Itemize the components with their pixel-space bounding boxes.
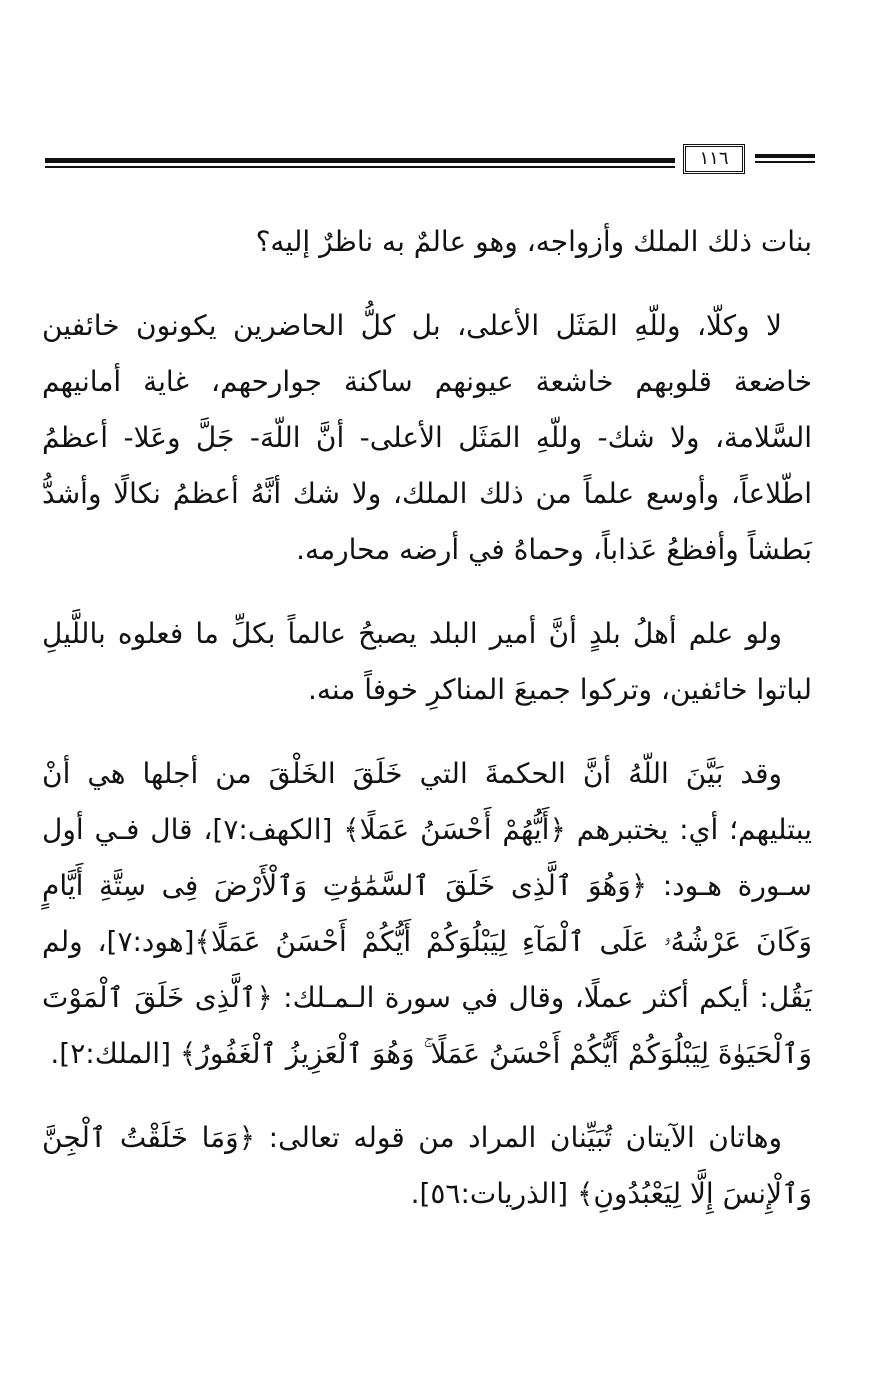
paragraph-5: وهاتان الآيتان تُبَيِّنان المراد من قوله تعالى: ﴿وَمَا خَلَقْتُ ٱلْجِنَّ وَٱلْإِنسَ إِلَّا لِيَعْبُدُونِ﴾ [الذريات:٥٦]. [42, 1121, 812, 1210]
page-number: ١١٦ [683, 144, 745, 174]
paragraph-2: لا وكلّا، وللّهِ المَثَل الأعلى، بل كلُّ الحاضرين يكونون خائفين خاضعة قلوبهم خاشعة عيونهم ساكنة جوارحهم، غاية أمانيهم السَّلامة، ولا شك- وللّهِ المَثَل الأعلى- أنَّ اللّهَ- جَلَّ وعَلا- أعظمُ اطّلاعاً، وأوسع علماً من ذلك الملك، ولا شك أنَّهُ أعظمُ نكالًا وأشدُّ بَطشاً وأفظعُ عَذاباً، وحماهُ في أرضه محارمه. [42, 309, 812, 566]
header-rule-thick [45, 158, 675, 163]
paragraph-1: بنات ذلك الملك وأزواجه، وهو عالمٌ به ناظرٌ إليه؟ [255, 225, 812, 258]
header-rule-short-thin [755, 161, 815, 163]
paragraph-3: ولو علم أهلُ بلدٍ أنَّ أمير البلد يصبحُ عالماً بكلِّ ما فعلوه باللَّيلِ لباتوا خائفين، وتركوا جميعَ المناكرِ خوفاً منه. [42, 617, 812, 706]
header-rule-short-thick [755, 154, 815, 158]
page-header [45, 140, 815, 180]
page-body [42, 214, 812, 1250]
paragraph-4: وقد بَيَّنَ اللّهُ أنَّ الحكمةَ التي خَلَقَ الخَلْقَ من أجلها هي أنْ يبتليهم؛ أي: يختبرهم ﴿أَيُّهُمْ أَحْسَنُ عَمَلًا﴾ [الكهف:٧]، قال فـي أول سـورة هـود: ﴿وَهُوَ ٱلَّذِى خَلَقَ ٱلسَّمَٰوَٰتِ وَٱلْأَرْضَ فِى سِتَّةِ أَيَّامٍ وَكَانَ عَرْشُهُۥ عَلَى ٱلْمَآءِ لِيَبْلُوَكُمْ أَيُّكُمْ أَحْسَنُ عَمَلًا﴾[هود:٧]، ولم يَقُل: أيكم أكثر عملًا، وقال في سورة الـمـلك: ﴿ٱلَّذِى خَلَقَ ٱلْمَوْتَ وَٱلْحَيَوٰةَ لِيَبْلُوَكُمْ أَيُّكُمْ أَحْسَنُ عَمَلًا ۚ وَهُوَ ٱلْعَزِيزُ ٱلْغَفُورُ﴾ [الملك:٢]. [42, 757, 812, 1070]
header-rule-thin [45, 166, 675, 168]
